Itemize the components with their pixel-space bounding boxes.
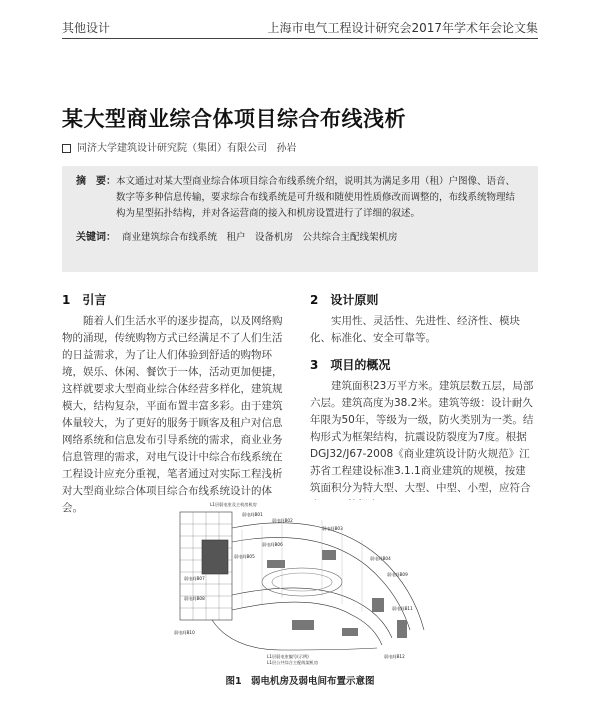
paper-title: 某大型商业综合体项目综合布线浅析	[62, 107, 406, 131]
left-column	[62, 292, 284, 527]
label-bottom-1: L1层弱电室编号(示例)	[267, 654, 309, 659]
abstract-label: 摘 要：	[76, 176, 116, 187]
right-column	[310, 292, 536, 524]
room-label-b06: 弱电间B06	[262, 542, 283, 547]
overview-paragraph: 建筑面积23万平方米。建筑层数五层，局部六层。建筑高度为38.2米。建筑等级：设计耐久年限为50年，等级为一级，防火类别为一类。结构形式为框架结构，抗震设防裂度为7度。根据DGJ32/J67-2008《商业建筑设计防火规范》江苏省工程建设标准3.1.1商业建筑的规模，按建筑面积分为特大型、大型、中型、小型，应符合	[310, 380, 534, 494]
header-rule	[62, 38, 538, 39]
room-label-b09: 弱电间B09	[387, 572, 408, 577]
room-label-b04: 弱电间B04	[370, 556, 391, 561]
abstract-text: 本文通过对某大型商业综合体项目综合布线系统介绍，说明其为满足多用（租）户图像、语音、数字等多种信息传输，要求综合布线系统是可升级和随使用性质修改而调整的，布线系统物理结构为星型拓扑结构，并对各运营商的接入和机房设置进行了详细的叙述。	[116, 176, 516, 219]
figure-caption: 图1 弱电机房及弱电间布置示意图	[225, 676, 375, 687]
square-bullet-icon	[62, 144, 71, 153]
keywords-text: 商业建筑综合布线系统 租户 设备机房 公共综合主配线架机房	[122, 232, 398, 243]
room-label-b02: 弱电间B02	[272, 518, 293, 523]
keywords-label: 关键词：	[76, 232, 116, 243]
room-label-b11: 弱电间B11	[392, 606, 413, 611]
author-name: 孙岩	[276, 143, 297, 154]
room-label-b08: 弱电间B08	[184, 596, 205, 601]
room-label-b07: 弱电间B07	[184, 576, 205, 581]
keywords	[76, 230, 524, 246]
running-header-journal: 上海市电气工程设计研究会2017年学术年会论文集	[267, 21, 538, 35]
section-heading-overview: 3 项目的概况	[310, 358, 391, 372]
abstract-box	[62, 166, 538, 272]
affiliation: 同济大学建筑设计研究院（集团）有限公司	[77, 143, 267, 154]
room-label-b01: 弱电间B01	[242, 512, 263, 517]
room-label-b10: 弱电间B10	[174, 630, 195, 635]
abstract	[76, 174, 524, 222]
principles-paragraph: 实用性、灵活性、先进性、经济性、模块化、标准化、安全可靠等。	[310, 315, 520, 344]
label-top: L1层弱电室及主机房机房	[210, 502, 257, 507]
running-header-section: 其他设计	[62, 21, 111, 35]
floor-plan-figure	[172, 500, 440, 666]
room-label-b12: 弱电间B12	[384, 654, 405, 659]
section-heading-intro: 1 引言	[62, 293, 107, 307]
room-label-b03: 弱电间B03	[322, 526, 343, 531]
label-bottom-2: L1层公共综合主配线架机房	[267, 660, 319, 665]
section-heading-principles: 2 设计原则	[310, 293, 379, 307]
author-line	[62, 139, 297, 154]
intro-paragraph: 随着人们生活水平的逐步提高，以及网络购物的涌现，传统购物方式已经满足不了人们生活的日益需求，为了让人们体验到舒适的购物环境，娱乐、休闲、餐饮于一体，活动更加便捷，这样就要求大型商业综合体经营多样化，建筑规模大，结构复杂，平面布置丰富多彩。由于建筑体量较大，为了更好的服务于顾客及租户对信息网络系统和信息发布引导系统的需求，商业业务信息管理的需求，对电气设计中综合布线系统在工程设计应充分重视，笔者通过对实际工程浅析对大型商业综合体项目综合布线系统设计的体会。	[62, 315, 283, 514]
room-label-b05: 弱电间B05	[234, 554, 255, 559]
